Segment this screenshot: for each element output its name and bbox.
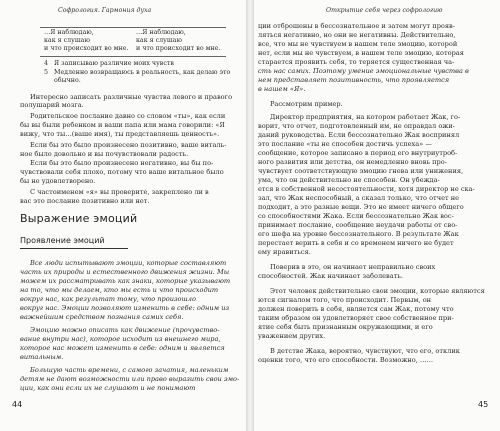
list-col-b-line: …Я наблюдаю,: [136, 29, 186, 36]
text-line: таким образом он удовлетворяет свое собственное при-: [258, 314, 454, 322]
text-line: зал, что Жак неспособный, а сказал только, что отчет не: [258, 194, 460, 202]
text-line: ума, что он действительно не способен. Он убежда-: [258, 176, 440, 184]
text-line: оценки того, что его способности. Возможно, ……: [258, 356, 434, 364]
text-line: подходит, а это разные вещи. Это не имеет ничего общего: [258, 203, 464, 211]
book-gutter: [246, 0, 254, 431]
text-line: Поверив в это, он начинает неправильно своих: [270, 263, 436, 271]
list-top-rule: [40, 27, 226, 28]
text-line: ции, как они если их не слушают и не понимают: [20, 384, 196, 392]
subsection-title: Проявление эмоций: [20, 236, 105, 245]
list-bottom-rule: [40, 56, 226, 57]
text-line: нем представляет позитивность, что проявляется: [258, 76, 450, 84]
numbered-item-text: Я записываю различие моих чувств: [54, 60, 174, 67]
text-line: на то, что мы делаем, кто мы есть и что происходит: [20, 286, 219, 294]
text-line: С частоименем «я» вы проверите, закреплено ли в: [30, 188, 209, 196]
text-line: вокруг нас, как результат тому, что произошло: [20, 295, 196, 303]
text-line: даний руководства. Если бессознательно Жак воспринял: [258, 131, 460, 139]
text-line: ятие себя быть признанным окружающими, и его: [258, 323, 433, 331]
text-line: перестает верить в себя и со временем ничего не будет: [258, 239, 454, 247]
text-line: Если бы это было произнесено позитивно, ваше виталь-: [30, 141, 227, 149]
text-line: Интересно записать различные чувства левого и правого: [30, 93, 233, 101]
text-line: старается проявить себя, то теряется существенная ча-: [258, 58, 455, 66]
list-col-a-line: как я слушаю: [44, 37, 90, 44]
text-line: В детстве Жака, вероятно, чувствуют, что его, отклик: [270, 347, 460, 355]
text-line: вижу, что ты…(ваше имя), ты представляешь ценность».: [20, 130, 220, 138]
text-line: со способностями Жака. Если бессознательно Жак вос-: [258, 212, 454, 220]
text-line: полушарий мозга.: [20, 101, 84, 109]
text-line: ляться негативно, но они не негативны. Действительно,: [258, 31, 456, 39]
text-line: принимает послание, сообщение неудачи работы от сво-: [258, 221, 458, 229]
text-line: бы вы были ребенком и ваши папа или мама говорили: «Я: [20, 121, 225, 129]
numbered-item-text: обычно.: [54, 77, 81, 84]
text-line: вокруг нас. Эмоции позволяют изменить в себе: одним из: [20, 304, 230, 312]
text-line: его шефа на уровне бессознательного. В результате Жак: [258, 230, 459, 238]
text-line: витальным.: [20, 353, 64, 361]
text-line: вание внутри нас), которое исходит из внешнего мира,: [20, 335, 221, 343]
text-line: чувствует соответствующую эмоцию гнева или унижения,: [258, 167, 464, 175]
page-number: 45: [478, 400, 489, 409]
text-line: бы не удовлетворено.: [20, 177, 96, 185]
text-line: ворит, что отчет, подготовленный им, не оправдал ожи-: [258, 122, 455, 130]
left-running-head: Софрология. Гармония духа: [58, 7, 152, 14]
text-line: Рассмотрим пример.: [270, 100, 343, 108]
page-number: 44: [12, 400, 23, 409]
text-line: Эмоцию можно описать как движение (прочувство-: [30, 326, 220, 334]
text-line: важнейшим средством познания самих себя.: [20, 313, 184, 321]
text-line: Все люди испытывают эмоции, которые составляют: [30, 259, 227, 267]
section-title: Выражение эмоций: [20, 212, 138, 225]
list-col-a-line: и что происходит во мне.: [44, 45, 129, 52]
text-line: это послание «ты не способен достичь успеха» —: [258, 140, 432, 148]
numbered-item-text: Медленно возвращаюсь в реальность, как делаю это: [54, 69, 231, 76]
numbered-item-number: 5: [44, 69, 49, 76]
text-line: Если бы это было произнесено негативно, вы бы по-: [30, 159, 214, 167]
text-line: ему нравиться.: [258, 248, 311, 256]
right-page: [254, 0, 500, 431]
text-line: ции отброшены в бессознательное и затем могут прояв-: [258, 22, 455, 30]
text-line: Большую часть времени, с самого зачатия, маленьким: [30, 366, 229, 374]
text-line: сообщение, которое записано в период его внутриутроб-: [258, 149, 458, 157]
text-line: в нашем «Я».: [258, 85, 306, 93]
text-line: нет, если мы не чувствуем, в нашем теле эмоцию, которая: [258, 49, 464, 57]
text-line: все, что мы не чувствуем в нашем теле эмоцию, которой: [258, 40, 458, 48]
text-line: сть нас самих. Поэтому умение эмоциональные чувства в: [258, 67, 469, 75]
text-line: которое нас может изменить в себе: одним и является: [20, 344, 225, 352]
text-line: детям не дают возможности или право выразить свои эмо-: [20, 375, 240, 383]
text-line: способностей. Жак начинает заболевать.: [258, 272, 404, 280]
text-line: можем их рассматривать как знаки, которые указывают: [20, 277, 231, 285]
subsection-underline: [20, 248, 128, 249]
text-line: уважением других.: [258, 332, 326, 340]
text-line: должен поверить в себя, является сам Жак, потому что: [258, 305, 454, 313]
text-line: Директор предприятия, на котором работает Жак, го-: [270, 113, 461, 121]
text-line: ное было довольно и вы почувствовали радость.: [20, 150, 189, 158]
list-col-b-line: как я слушаю: [136, 37, 182, 44]
numbered-item-number: 4: [44, 60, 49, 67]
list-col-a-line: …Я наблюдаю,: [44, 29, 94, 36]
text-line: ются сигналом того, что происходит. Первым, он: [258, 296, 432, 304]
text-line: вас это послание позитивно или нет.: [20, 197, 150, 205]
text-line: Родительское послание давно со словом «ты», как если: [30, 112, 226, 120]
text-line: чувствовали себя плохо, потому что ваше витальное было: [20, 168, 224, 176]
left-page: [0, 0, 246, 431]
text-line: Этот человек действительно свои эмоции, которые являются: [270, 287, 485, 295]
list-col-b-line: и что происходит во мне.: [136, 45, 221, 52]
text-line: ется в собственной несостоятельности, хотя директор не ска-: [258, 185, 475, 193]
text-line: часть их природы и естественного движения жизни. Мы: [20, 268, 230, 276]
text-line: ного развития или детства, он немедленно вновь про-: [258, 158, 447, 166]
right-running-head: Открытие себя через софрологию: [326, 7, 443, 14]
